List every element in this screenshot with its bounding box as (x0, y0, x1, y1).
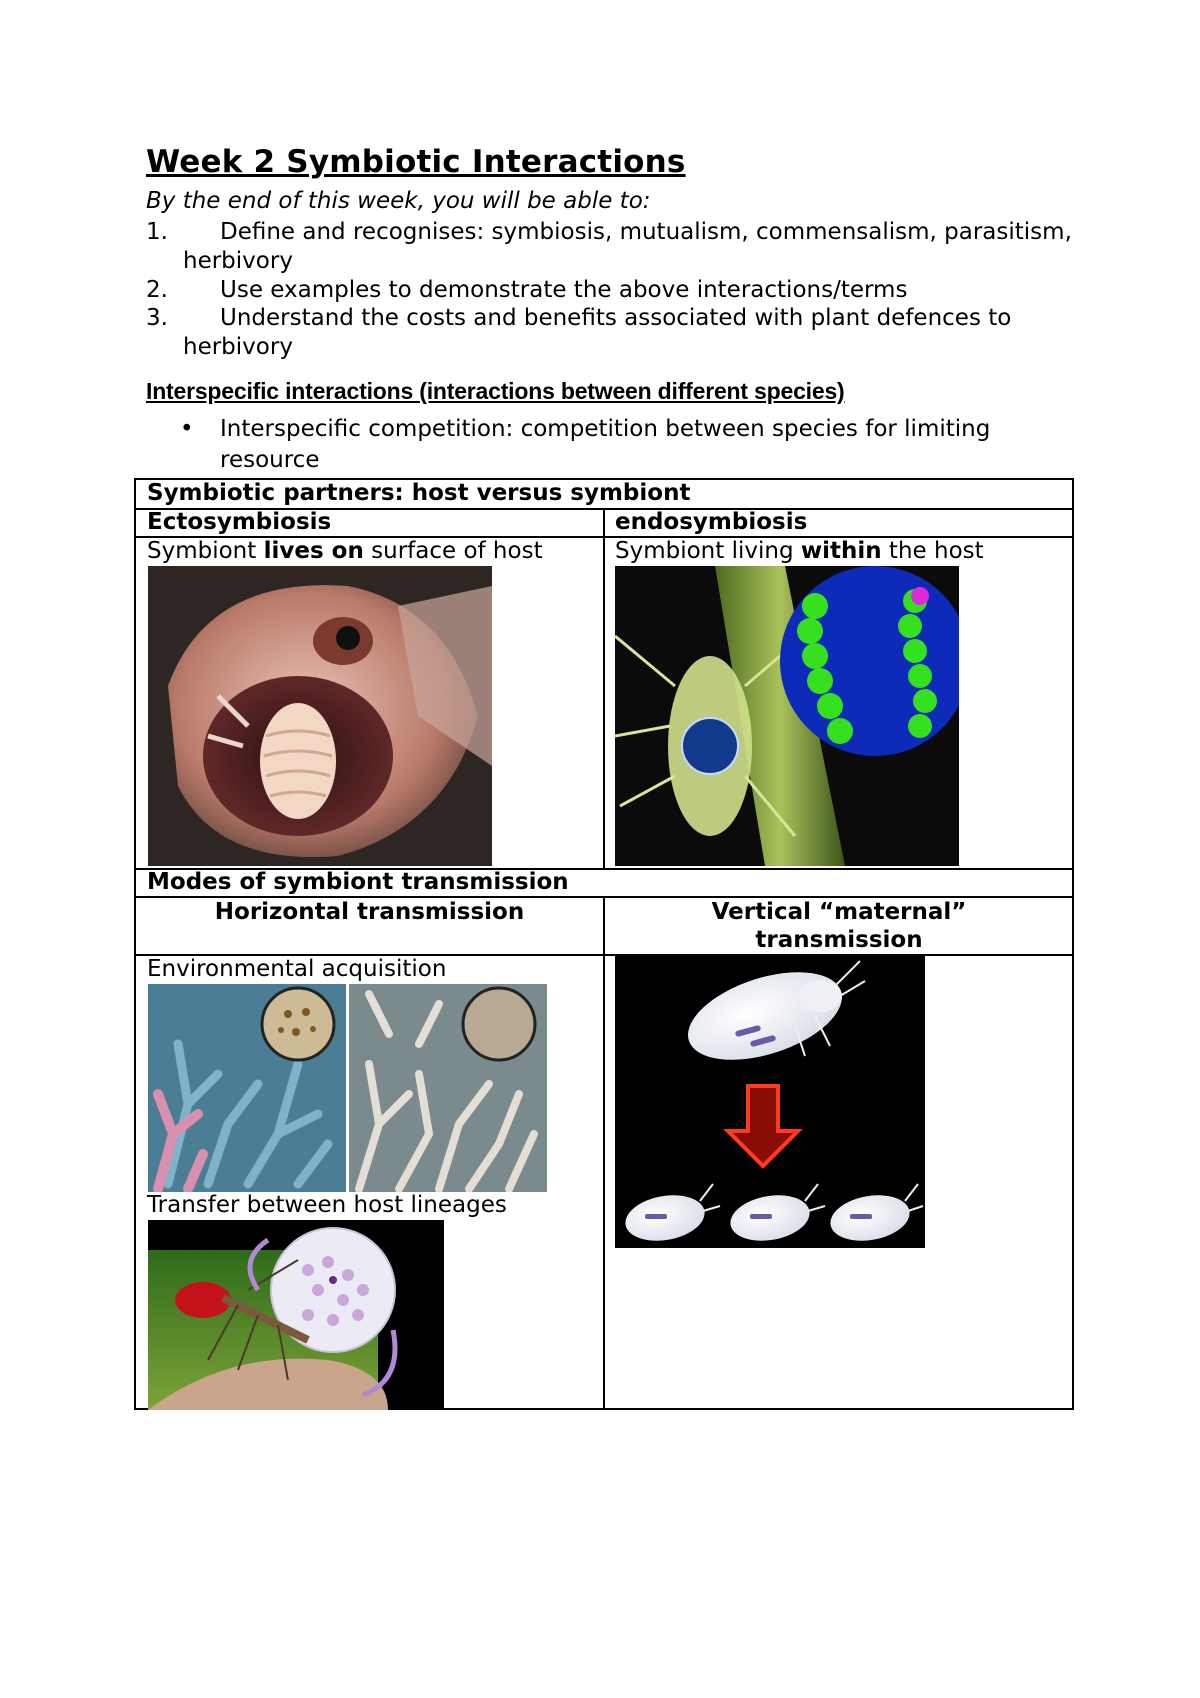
objective-number: 2. (146, 277, 168, 303)
learning-intro: By the end of this week, you will be able to: (146, 188, 651, 214)
mosquito-malaria-image (148, 1220, 444, 1410)
aphid-endosymbiont-image (615, 566, 959, 866)
bullet-text: Interspecific competition: competition between species for limiting resource (220, 416, 991, 473)
bleached-coral-image (349, 984, 547, 1192)
vertical-transmission-heading: Vertical “maternal” transmission (711, 899, 967, 953)
bullet-item (180, 414, 1040, 476)
table-header-partners: Symbiotic partners: host versus symbiont (147, 480, 691, 506)
objective-item (146, 276, 1086, 305)
ectosymbiosis-heading: Ectosymbiosis (147, 509, 332, 535)
endo-description: Symbiont living within the host (615, 538, 984, 564)
objective-number: 1. (146, 219, 168, 245)
healthy-coral-image (148, 984, 346, 1192)
environmental-acquisition-label: Environmental acquisition (147, 956, 447, 982)
table-header-transmission: Modes of symbiont transmission (147, 869, 569, 895)
objective-item (146, 218, 1086, 276)
fish-isopod-image (148, 566, 492, 866)
whitefly-vertical-transmission-image (615, 956, 925, 1248)
section-subheading: Interspecific interactions (interactions between different species) (146, 378, 845, 404)
objective-number: 3. (146, 305, 168, 331)
table-divider (603, 508, 605, 868)
transfer-lineages-label: Transfer between host lineages (147, 1192, 507, 1218)
objective-text: Use examples to demonstrate the above interactions/terms (220, 277, 908, 303)
endosymbiosis-heading: endosymbiosis (615, 509, 808, 535)
page-title: Week 2 Symbiotic Interactions (146, 144, 686, 180)
bullet-dot: • (180, 416, 194, 442)
ecto-description: Symbiont lives on surface of host (147, 538, 543, 564)
objective-item (146, 304, 1086, 362)
horizontal-transmission-heading: Horizontal transmission (214, 899, 525, 925)
symbiosis-table (134, 478, 1074, 1410)
objective-text: Understand the costs and benefits associated with plant defences to herbivory (183, 305, 1012, 360)
table-divider (603, 896, 605, 1410)
objective-text: Define and recognises: symbiosis, mutualism, commensalism, parasitism, herbivory (183, 219, 1072, 274)
